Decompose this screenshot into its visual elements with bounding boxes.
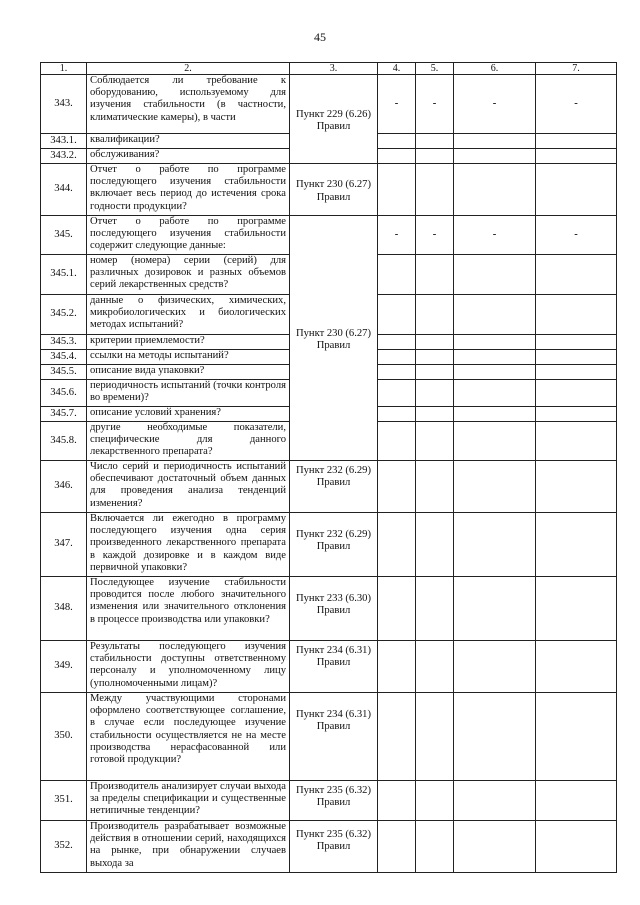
row-number: 345.8. [41, 422, 87, 461]
requirement-text: Производитель анализирует случаи выхода за пределы спецификации и существенные нетипичные тенденции? [87, 781, 290, 821]
page-number: 45 [314, 30, 326, 44]
table-row [41, 577, 617, 641]
reference-cell: Пункт 229 (6.26) Правил [290, 75, 378, 164]
table-row [41, 513, 617, 577]
col-header-3: 3. [290, 63, 378, 75]
row-number: 348. [41, 577, 87, 641]
row-number: 350. [41, 693, 87, 781]
row-number: 349. [41, 641, 87, 693]
table-row [41, 216, 617, 255]
requirement-text: Результаты последующего изучения стабильности доступны ответственному персоналу и уполномоченному лицу (уполномоченными лицам)? [87, 641, 290, 693]
requirement-text: данные о физических, химических, микробиологических и биологических методах испытаний? [87, 295, 290, 335]
dash-mark: - [536, 216, 617, 255]
dash-mark: - [378, 216, 416, 255]
table-row [41, 641, 617, 693]
row-number: 345.6. [41, 380, 87, 407]
reference-cell: Пункт 230 (6.27) Правил [290, 216, 378, 461]
reference-cell: Пункт 234 (6.31) Правил [290, 693, 378, 781]
dash-mark: - [378, 75, 416, 134]
reference-cell: Пункт 232 (6.29) Правил [290, 513, 378, 577]
requirement-text: описание условий хранения? [87, 407, 290, 422]
row-number: 352. [41, 821, 87, 873]
row-number: 345.5. [41, 365, 87, 380]
col-header-7: 7. [536, 63, 617, 75]
reference-cell: Пункт 234 (6.31) Правил [290, 641, 378, 693]
row-number: 343.1. [41, 134, 87, 149]
requirement-text: другие необходимые показатели, специфические для данного лекарственного препарата? [87, 422, 290, 461]
checklist-table [40, 62, 617, 873]
dash-mark: - [416, 216, 454, 255]
row-number: 343.2. [41, 149, 87, 164]
col-header-6: 6. [454, 63, 536, 75]
row-number: 345. [41, 216, 87, 255]
reference-cell: Пункт 232 (6.29) Правил [290, 461, 378, 513]
row-number: 345.1. [41, 255, 87, 295]
row-number: 344. [41, 164, 87, 216]
reference-cell: Пункт 233 (6.30) Правил [290, 577, 378, 641]
reference-cell: Пункт 230 (6.27) Правил [290, 164, 378, 216]
table-row [41, 781, 617, 821]
col-header-4: 4. [378, 63, 416, 75]
requirement-text: критерии приемлемости? [87, 335, 290, 350]
col-header-2: 2. [87, 63, 290, 75]
col-header-1: 1. [41, 63, 87, 75]
requirement-text: Число серий и периодичность испытаний обеспечивают достаточный объем данных для проведения анализа тенденций изменения? [87, 461, 290, 513]
table-row [41, 75, 617, 134]
requirement-text: квалификации? [87, 134, 290, 149]
reference-cell: Пункт 235 (6.32) Правил [290, 781, 378, 821]
col-header-5: 5. [416, 63, 454, 75]
table-row [41, 164, 617, 216]
table-row [41, 693, 617, 781]
row-number: 345.3. [41, 335, 87, 350]
table-row [41, 461, 617, 513]
requirement-text: Последующее изучение стабильности проводится после любого значительного изменения или значительного отклонения в процессе производства или упаковки? [87, 577, 290, 641]
table-row [41, 821, 617, 873]
reference-cell: Пункт 235 (6.32) Правил [290, 821, 378, 873]
row-number: 345.7. [41, 407, 87, 422]
requirement-text: Включается ли ежегодно в программу последующего изучения одна серия произведенного лекарственного препарата в каждой дозировке и в каждом виде первичной упаковки? [87, 513, 290, 577]
row-number: 347. [41, 513, 87, 577]
requirement-text: Соблюдается ли требование к оборудованию, используемому для изучения стабильности (в частности, климатические камеры), в части [87, 75, 290, 134]
row-number: 346. [41, 461, 87, 513]
row-number: 345.2. [41, 295, 87, 335]
dash-mark: - [454, 216, 536, 255]
requirement-text: Производитель разрабатывает возможные действия в отношении серий, находящихся на рынке, при обнаружении случаев выхода за [87, 821, 290, 873]
requirement-text: Отчет о работе по программе последующего изучения стабильности включает весь период до истечения срока годности продукции? [87, 164, 290, 216]
requirement-text: описание вида упаковки? [87, 365, 290, 380]
row-number: 343. [41, 75, 87, 134]
header-row [41, 63, 617, 75]
dash-mark: - [416, 75, 454, 134]
requirement-text: Отчет о работе по программе последующего изучения стабильности содержит следующие данные: [87, 216, 290, 255]
requirement-text: Между участвующими сторонами оформлено соответствующее соглашение, в случае если последующее изучение стабильности осуществляется не на месте производства нерасфасованной или готовой продукции? [87, 693, 290, 781]
row-number: 345.4. [41, 350, 87, 365]
dash-mark: - [454, 75, 536, 134]
requirement-text: обслуживания? [87, 149, 290, 164]
requirement-text: ссылки на методы испытаний? [87, 350, 290, 365]
requirement-text: периодичность испытаний (точки контроля во времени)? [87, 380, 290, 407]
requirement-text: номер (номера) серии (серий) для различных дозировок и разных объемов серий лекарственных средств? [87, 255, 290, 295]
row-number: 351. [41, 781, 87, 821]
dash-mark: - [536, 75, 617, 134]
